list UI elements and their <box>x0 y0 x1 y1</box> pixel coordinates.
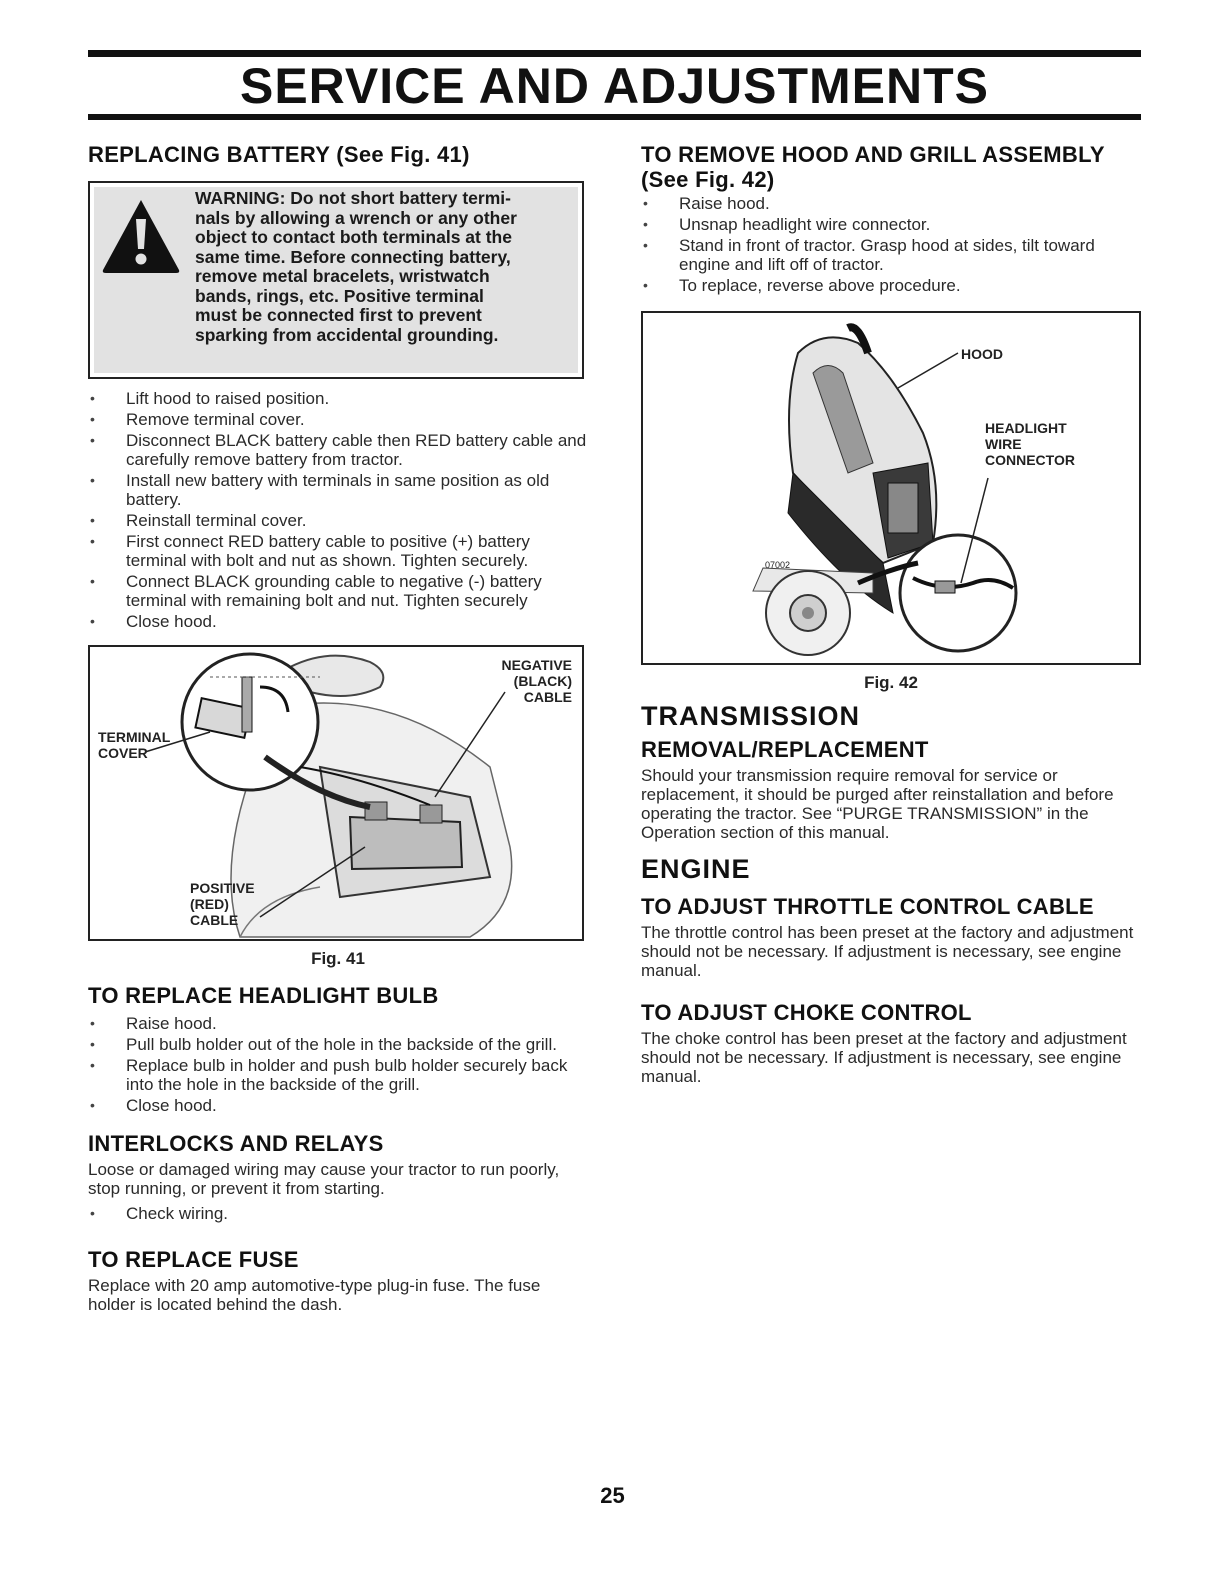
interlocks-heading: INTERLOCKS AND RELAYS <box>88 1131 384 1156</box>
warning-text: WARNING: Do not short battery termi- nals by allowing a wrench or any other object to contact both terminals at the same time. Before connecting battery, remove metal bracelets, wristwatch bands, rings, etc. Positive terminal must be connected first to prevent sparking from accidental grounding. <box>195 188 517 345</box>
headlight-connector-label: HEADLIGHT WIRE CONNECTOR <box>985 420 1075 468</box>
list-item: • To replace, reverse above procedure. <box>641 276 1141 295</box>
list-item: • Close hood. <box>88 612 588 631</box>
list-item: • Install new battery with terminals in same position as old battery. <box>88 471 588 509</box>
fuse-heading: TO REPLACE FUSE <box>88 1247 299 1272</box>
fuse-text: Replace with 20 amp automotive-type plug-in fuse. The fuse holder is located behind the dash. <box>88 1276 541 1314</box>
figure-42 <box>641 311 1141 665</box>
list-item: • Replace bulb in holder and push bulb holder securely back into the hole in the backside of the grill. <box>88 1056 588 1094</box>
transmission-heading: TRANSMISSION <box>641 701 861 731</box>
page-title: SERVICE AND ADJUSTMENTS <box>239 58 990 114</box>
list-item: • First connect RED battery cable to positive (+) battery terminal with bolt and nut as shown. Tighten securely. <box>88 532 588 570</box>
header-rule-bottom <box>88 114 1141 120</box>
positive-cable-label: POSITIVE (RED) CABLE <box>190 880 255 928</box>
battery-steps <box>88 389 588 631</box>
choke-heading: TO ADJUST CHOKE CONTROL <box>641 1000 972 1025</box>
warning-box <box>88 181 584 379</box>
hood-illustration <box>643 313 1139 663</box>
transmission-text: Should your transmission require removal for service or replacement, it should be purged after reinstallation and before operating the tractor. See “PURGE TRANSMISSION” in the Operation section of this manual. <box>641 766 1114 842</box>
list-item: • Disconnect BLACK battery cable then RED battery cable and carefully remove battery from tractor. <box>88 431 588 469</box>
throttle-heading: TO ADJUST THROTTLE CONTROL CABLE <box>641 894 1094 919</box>
terminal-cover-label: TERMINAL COVER <box>98 729 171 761</box>
list-item: • Raise hood. <box>88 1014 588 1033</box>
warning-triangle-icon <box>100 197 182 275</box>
negative-cable-label: NEGATIVE (BLACK) CABLE <box>501 657 572 705</box>
hood-label: HOOD <box>961 346 1003 362</box>
figure-41-caption: Fig. 41 <box>311 949 365 968</box>
hood-heading: TO REMOVE HOOD AND GRILL ASSEMBLY (See Fig. 42) <box>641 142 1105 192</box>
list-item: • Lift hood to raised position. <box>88 389 588 408</box>
list-item: • Pull bulb holder out of the hole in the backside of the grill. <box>88 1035 588 1054</box>
list-item: • Unsnap headlight wire connector. <box>641 215 1141 234</box>
list-item: • Check wiring. <box>88 1204 588 1223</box>
list-item: • Connect BLACK grounding cable to negative (-) battery terminal with remaining bolt and nut. Tighten securely <box>88 572 588 610</box>
list-item: • Stand in front of tractor. Grasp hood at sides, tilt toward engine and lift off of tractor. <box>641 236 1141 274</box>
engine-heading: ENGINE <box>641 854 751 884</box>
transmission-subheading: REMOVAL/REPLACEMENT <box>641 737 929 762</box>
hood-steps <box>641 194 1141 295</box>
list-item: • Reinstall terminal cover. <box>88 511 588 530</box>
headlight-heading: TO REPLACE HEADLIGHT BULB <box>88 983 439 1008</box>
list-item: • Remove terminal cover. <box>88 410 588 429</box>
part-code-label: 07002 <box>765 560 791 570</box>
list-item: • Raise hood. <box>641 194 1141 213</box>
battery-heading: REPLACING BATTERY (See Fig. 41) <box>88 142 470 167</box>
right-column <box>641 130 1141 1086</box>
figure-41 <box>88 645 584 941</box>
list-item: • Close hood. <box>88 1096 588 1115</box>
left-column <box>88 130 588 1314</box>
choke-text: The choke control has been preset at the factory and adjustment should not be necessary. If adjustment is necessary, see engine manual. <box>641 1029 1127 1086</box>
interlocks-text: Loose or damaged wiring may cause your tractor to run poorly, stop running, or prevent it from starting. <box>88 1160 560 1198</box>
headlight-steps <box>88 1014 588 1115</box>
page-number: 25 <box>600 1483 625 1508</box>
throttle-text: The throttle control has been preset at the factory and adjustment should not be necessary. If adjustment is necessary, see engine manual. <box>641 923 1134 980</box>
interlocks-steps <box>88 1204 588 1223</box>
figure-42-caption: Fig. 42 <box>864 673 918 692</box>
